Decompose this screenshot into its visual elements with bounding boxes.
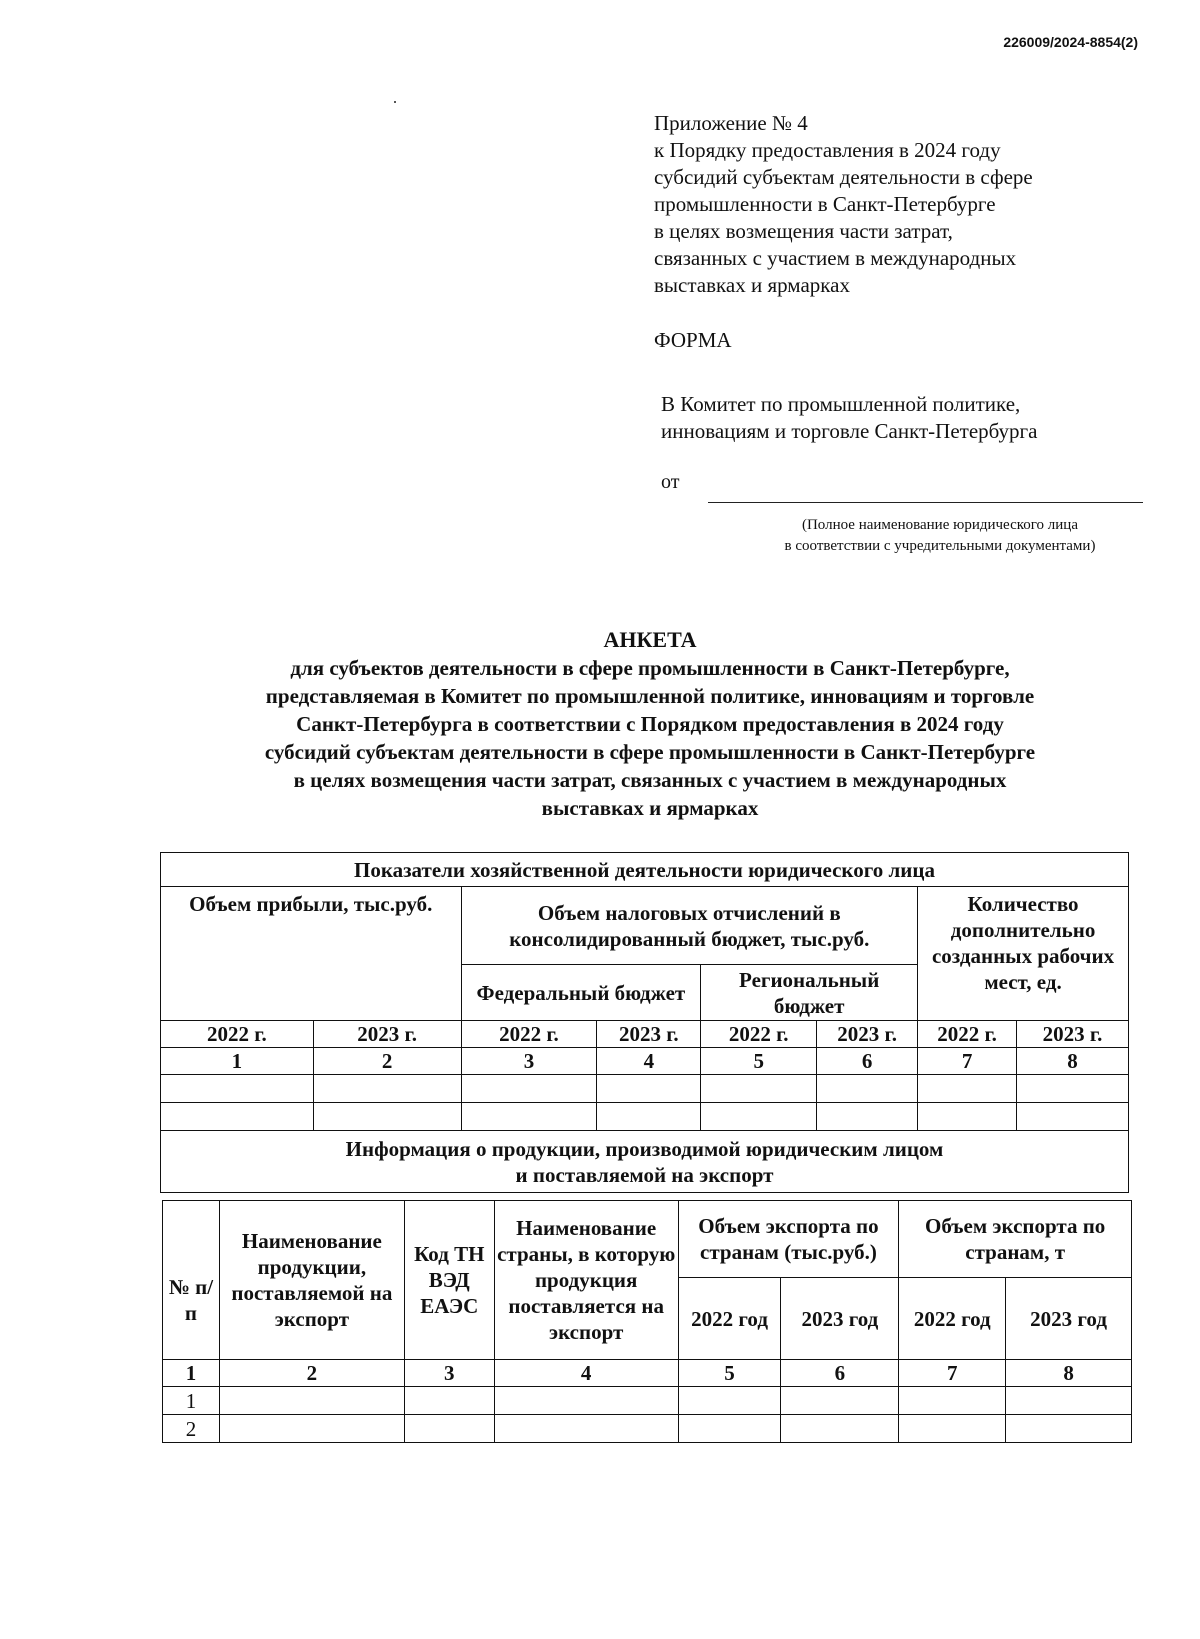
table-cell[interactable]	[899, 1415, 1006, 1443]
column-number: 3	[461, 1048, 597, 1075]
year-header: 2022 г.	[918, 1021, 1017, 1048]
table-cell[interactable]	[1006, 1415, 1132, 1443]
title-line: субсидий субъектам деятельности в сфере промышленности в Санкт-Петербурге	[264, 740, 1036, 764]
year-header: 2022 год	[678, 1278, 781, 1360]
column-number: 6	[781, 1360, 899, 1387]
table-cell[interactable]	[817, 1103, 918, 1131]
document-number: 226009/2024-8854(2)	[1003, 34, 1138, 50]
row-number: 2	[163, 1415, 220, 1443]
title-line: в целях возмещения части затрат, связанных с участием в международных	[293, 768, 1007, 792]
table-cell[interactable]	[1006, 1387, 1132, 1415]
column-number: 5	[701, 1048, 817, 1075]
table-cell[interactable]	[597, 1103, 701, 1131]
year-header: 2023 год	[781, 1278, 899, 1360]
table-cell[interactable]	[918, 1103, 1017, 1131]
tax-header: Объем налоговых отчислений в консолидированный бюджет, тыс.руб.	[461, 887, 918, 965]
table-cell[interactable]	[701, 1103, 817, 1131]
column-number: 7	[899, 1360, 1006, 1387]
table-cell[interactable]	[494, 1415, 678, 1443]
appendix-line: выставках и ярмарках	[654, 273, 850, 297]
table-cell[interactable]	[781, 1415, 899, 1443]
table-cell[interactable]	[219, 1387, 404, 1415]
applicant-name-hint	[700, 515, 1180, 557]
table-cell[interactable]	[597, 1075, 701, 1103]
year-header: 2023 г.	[817, 1021, 918, 1048]
column-number: 2	[219, 1360, 404, 1387]
column-number: 8	[1006, 1360, 1132, 1387]
title-main: АНКЕТА	[603, 627, 697, 652]
federal-budget-header: Федеральный бюджет	[461, 965, 701, 1021]
hint-line: (Полное наименование юридического лица	[801, 517, 1078, 533]
table-cell[interactable]	[313, 1103, 461, 1131]
appendix-line: промышленности в Санкт-Петербурге	[654, 192, 996, 216]
recipient-line: инновациям и торговле Санкт-Петербурга	[661, 419, 1038, 443]
column-number: 1	[161, 1048, 314, 1075]
appendix-line: субсидий субъектам деятельности в сфере	[654, 165, 1033, 189]
appendix-block	[654, 110, 1174, 299]
table-cell[interactable]	[899, 1387, 1006, 1415]
business-indicators-table	[160, 852, 1129, 1193]
table2-title-line: и поставляемой на экспорт	[515, 1162, 774, 1187]
table1-title: Показатели хозяйственной деятельности юридического лица	[161, 853, 1129, 887]
appendix-line: к Порядку предоставления в 2024 году	[654, 138, 1001, 162]
appendix-line: Приложение № 4	[654, 111, 808, 135]
table2-title	[161, 1131, 1129, 1193]
table-cell[interactable]	[404, 1415, 494, 1443]
table-cell[interactable]	[918, 1075, 1017, 1103]
year-header: 2023 г.	[1017, 1021, 1129, 1048]
year-header: 2022 г.	[701, 1021, 817, 1048]
appendix-line: связанных с участием в международных	[654, 246, 1017, 270]
table-cell[interactable]	[781, 1387, 899, 1415]
regional-budget-header: Региональный бюджет	[701, 965, 918, 1021]
table-cell[interactable]	[817, 1075, 918, 1103]
column-number: 8	[1017, 1048, 1129, 1075]
column-number: 5	[678, 1360, 781, 1387]
title-line: выставках и ярмарках	[541, 796, 759, 820]
recipient-block	[661, 391, 1037, 445]
table-cell[interactable]	[461, 1103, 597, 1131]
year-header: 2022 г.	[161, 1021, 314, 1048]
from-label: от	[661, 471, 680, 493]
title-line: Санкт-Петербурга в соответствии с Порядком предоставления в 2024 году	[296, 712, 1004, 736]
column-number: 4	[494, 1360, 678, 1387]
table-cell[interactable]	[678, 1387, 781, 1415]
title-line: представляемая в Комитет по промышленной политике, инновациям и торговле	[265, 684, 1035, 708]
hint-line: в соответствии с учредительными документами)	[784, 538, 1096, 554]
recipient-line: В Комитет по промышленной политике,	[661, 392, 1021, 416]
table-cell[interactable]	[701, 1075, 817, 1103]
table-cell[interactable]	[1017, 1103, 1129, 1131]
year-header: 2022 год	[899, 1278, 1006, 1360]
column-number: 1	[163, 1360, 220, 1387]
export-products-table	[162, 1200, 1132, 1443]
col-code-header: Код ТН ВЭД ЕАЭС	[404, 1201, 494, 1360]
table-cell[interactable]	[219, 1415, 404, 1443]
table-cell[interactable]	[461, 1075, 597, 1103]
table-cell[interactable]	[161, 1075, 314, 1103]
year-header: 2023 г.	[313, 1021, 461, 1048]
column-number: 7	[918, 1048, 1017, 1075]
table-cell[interactable]	[1017, 1075, 1129, 1103]
profit-header: Объем прибыли, тыс.руб.	[161, 887, 462, 1021]
title-line: для субъектов деятельности в сфере промышленности в Санкт-Петербурге,	[290, 656, 1010, 680]
form-label: ФОРМА	[654, 328, 732, 352]
jobs-header: Количество дополнительно созданных рабочих мест, ед.	[918, 887, 1129, 1021]
questionnaire-title	[150, 626, 1150, 822]
col-number-header: № п/п	[163, 1201, 220, 1360]
col-export-rub-header: Объем экспорта по странам (тыс.руб.)	[678, 1201, 899, 1278]
year-header: 2023 г.	[597, 1021, 701, 1048]
column-number: 4	[597, 1048, 701, 1075]
col-country-header: Наименование страны, в которую продукция поставляется на экспорт	[494, 1201, 678, 1360]
table-cell[interactable]	[494, 1387, 678, 1415]
column-number: 6	[817, 1048, 918, 1075]
appendix-line: в целях возмещения части затрат,	[654, 219, 953, 243]
row-number: 1	[163, 1387, 220, 1415]
applicant-name-field-line[interactable]	[708, 502, 1143, 503]
col-export-t-header: Объем экспорта по странам, т	[899, 1201, 1132, 1278]
column-number: 2	[313, 1048, 461, 1075]
table-cell[interactable]	[678, 1415, 781, 1443]
table-cell[interactable]	[404, 1387, 494, 1415]
table2-title-line: Информация о продукции, производимой юридическим лицом	[345, 1136, 944, 1161]
table-cell[interactable]	[313, 1075, 461, 1103]
year-header: 2023 год	[1006, 1278, 1132, 1360]
table-cell[interactable]	[161, 1103, 314, 1131]
column-number: 3	[404, 1360, 494, 1387]
col-product-header: Наименование продукции, поставляемой на экспорт	[219, 1201, 404, 1360]
year-header: 2022 г.	[461, 1021, 597, 1048]
scan-speck	[394, 101, 396, 103]
